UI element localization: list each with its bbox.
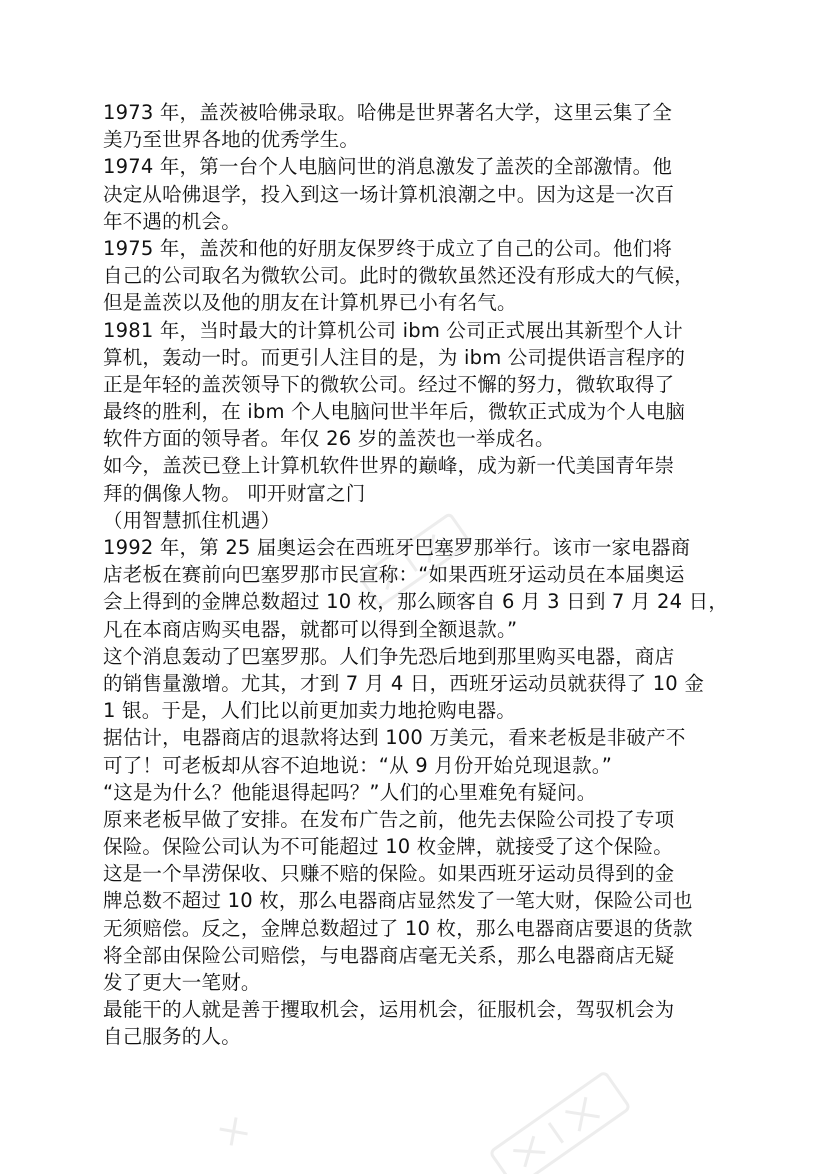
text-line: 1 银。于是，人们比以前更加卖力地抢购电器。 — [103, 699, 517, 723]
text-line: 美乃至世界各地的优秀学生。 — [103, 128, 360, 152]
text-line: 年不遇的机会。 — [103, 209, 241, 233]
text-line: 正是年轻的盖茨领导下的微软公司。经过不懈的努力，微软取得了 — [103, 372, 675, 396]
text-line: 保险。保险公司认为不可能超过 10 枚金牌，就接受了这个保险。 — [103, 835, 673, 859]
text-line: 会上得到的金牌总数超过 10 枚，那么顾客自 6 月 3 日到 7 月 24 日， — [103, 590, 729, 614]
text-line: 原来老板早做了安排。在发布广告之前，他先去保险公司投了专项 — [103, 807, 675, 831]
text-line: 自己服务的人。 — [103, 1025, 241, 1049]
text-line: 拜的偶像人物。 叩开财富之门 — [103, 481, 366, 505]
text-line: 这个消息轰动了巴塞罗那。人们争先恐后地到那里购买电器，商店 — [103, 644, 675, 668]
text-line: 牌总数不超过 10 枚，那么电器商店显然发了一笔大财，保险公司也 — [103, 889, 693, 913]
text-line: 决定从哈佛退学，投入到这一场计算机浪潮之中。因为这是一次百 — [103, 182, 675, 206]
text-line: 最终的胜利，在 ibm 个人电脑问世半年后，微软正式成为个人电脑 — [103, 400, 686, 424]
text-line: 但是盖茨以及他的朋友在计算机界已小有名气。 — [103, 291, 517, 315]
text-line: 算机，轰动一时。而更引人注目的是，为 ibm 公司提供语言程序的 — [103, 345, 686, 369]
text-line: 据估计，电器商店的退款将达到 100 万美元，看来老板是非破产不 — [103, 726, 686, 750]
text-line: 软件方面的领导者。年仅 26 岁的盖茨也一举成名。 — [103, 427, 555, 451]
text-line: “这是为什么？他能退得起吗？”人们的心里难免有疑问。 — [103, 780, 597, 804]
text-line: 发了更大一笔财。 — [103, 971, 261, 994]
text-line: 凡在本商店购买电器，就都可以得到全额退款。” — [103, 617, 518, 641]
text-line: 如今，盖茨已登上计算机软件世界的巅峰，成为新一代美国青年崇 — [103, 454, 675, 478]
text-line: 可了！可老板却从容不迫地说：“从 9 月份开始兑现退款。” — [103, 753, 613, 777]
subtitle-line: （用智慧抓住机遇） — [103, 508, 281, 532]
text-line: 1974 年，第一台个人电脑问世的消息激发了盖茨的全部激情。他 — [103, 155, 673, 179]
text-line: 1973 年，盖茨被哈佛录取。哈佛是世界著名大学，这里云集了全 — [103, 101, 673, 124]
text-line: 这是一个旱涝保收、只赚不赔的保险。如果西班牙运动员得到的金 — [103, 862, 675, 886]
text-line: 无须赔偿。反之，金牌总数超过了 10 枚，那么电器商店要退的货款 — [103, 916, 693, 940]
text-line: 自己的公司取名为微软公司。此时的微软虽然还没有形成大的气候， — [103, 264, 695, 288]
text-line: 的销售量激增。尤其，才到 7 月 4 日，西班牙运动员就获得了 10 金 — [103, 671, 705, 695]
text-line: 1992 年，第 25 届奥运会在西班牙巴塞罗那举行。该市一家电器商 — [103, 536, 691, 559]
text-line: 店老板在赛前向巴塞罗那市民宣称：“如果西班牙运动员在本届奥运 — [103, 563, 685, 587]
text-line: 将全部由保险公司赔偿，与电器商店毫无关系，那么电器商店无疑 — [103, 943, 675, 967]
text-line: 1981 年，当时最大的计算机公司 ibm 公司正式展出其新型个人计 — [103, 318, 683, 342]
text-line: 1975 年，盖茨和他的好朋友保罗终于成立了自己的公司。他们将 — [103, 236, 673, 260]
article-body — [103, 99, 743, 1051]
text-line: 最能干的人就是善于攫取机会，运用机会，征服机会，驾驭机会为 — [103, 998, 675, 1022]
